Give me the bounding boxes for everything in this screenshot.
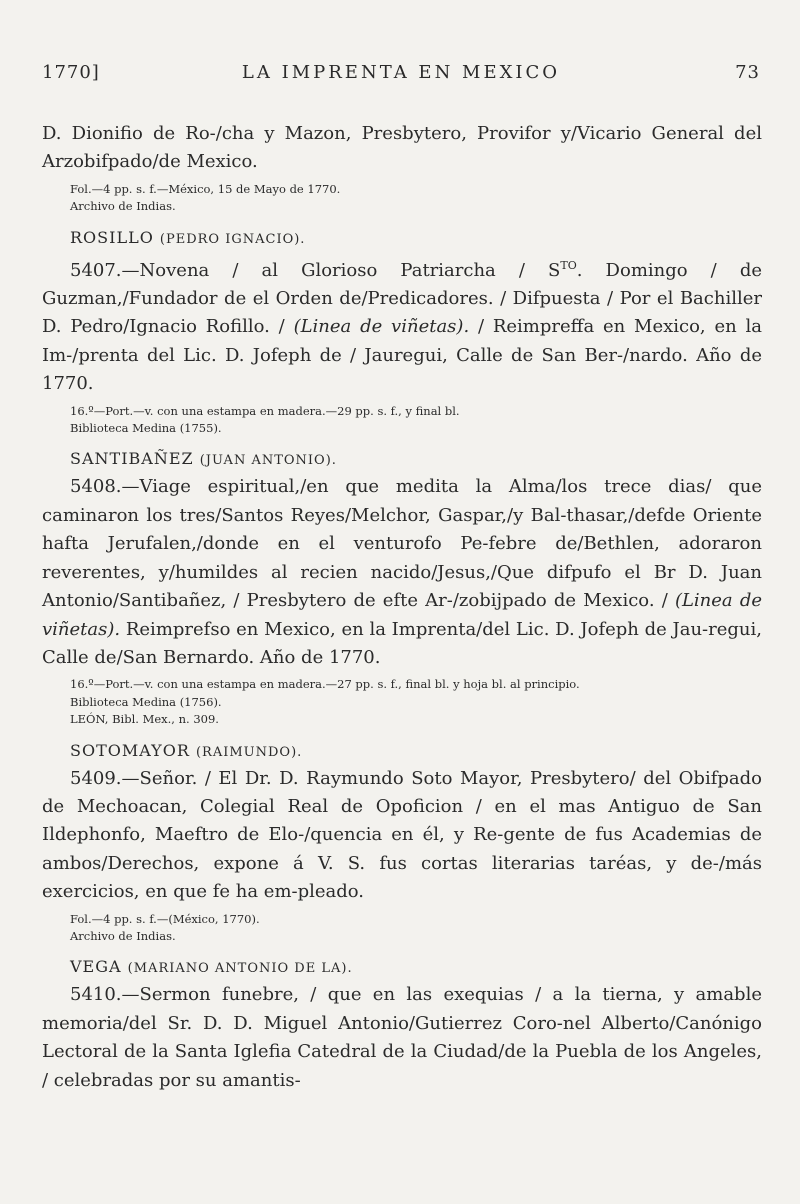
entry-italic: (Linea de viñetas).: [42, 590, 763, 640]
note-line: Biblioteca Medina (1755).: [70, 421, 222, 436]
author-given-name: (PEDRO IGNACIO).: [159, 231, 306, 247]
entry-italic: (Linea de viñetas).: [293, 316, 470, 338]
header-title: LA IMPRENTA EN MEXICO: [241, 62, 561, 83]
entry-text: [42, 473, 762, 672]
entry-notes: [70, 403, 762, 438]
entry-text-part: 5408.—Viage espiritual,/en que medita la Alma/los trece dias/ que caminaron los tres/Santos Reyes/Melchor, Gaspar,/y Bal-thasar,/defde Oriente hafta Jerufalen,/donde en el venturofo Pe-febre de/Bethlen, adoraron reverentes, y/humildes al recien nacido/Jesus,/Que difpufo el Br D. Juan Antonio/Santibañez, / Presbytero de efte Ar-/zobijpado de Mexico. /: [42, 476, 762, 612]
entry-text-part: . Domingo / de Guzman,/Fundador de el Orden de/Predicadores. / Difpuesta / Por el Bachiller D. Pedro/Ignacio Rofillo. /: [42, 259, 763, 338]
entry-text-part: 5407.—Novena / al Glorioso Patriarcha / S: [70, 259, 561, 281]
author-given-name: (MARIANO ANTONIO DE LA).: [127, 961, 353, 977]
author-surname: SOTOMAYOR: [70, 740, 190, 760]
page-body: [42, 120, 762, 1095]
author-surname: ROSILLO: [70, 227, 154, 247]
author-given-name: (RAIMUNDO).: [195, 744, 303, 760]
running-head: [42, 62, 760, 86]
entry-text: 5409.—Señor. / El Dr. D. Raymundo Soto Mayor, Presbytero/ del Obifpado de Mechoacan, Colegial Real de Opoficion / en el mas Antiguo de San Ildephonfo, Maeftro de Elo-/quencia en él, y Re-gente de fus Academias de ambos/Derechos, expone á V. S. fus cortas literarias taréas, y de-/más exercicios, en que fe ha em-pleado.: [42, 767, 762, 903]
note-line: Fol.—4 pp. s. f.—(México, 1770).: [70, 911, 260, 926]
entry-notes: [70, 676, 762, 728]
note-line: 16.º—Port.—v. con una estampa en madera.—27 pp. s. f., final bl. y hoja bl. al principio.: [70, 677, 580, 692]
note-line: LEÓN, Bibl. Mex., n. 309.: [70, 712, 219, 727]
note-line: 16.º—Port.—v. con una estampa en madera.—29 pp. s. f., y final bl.: [70, 403, 460, 418]
note-line: Archivo de Indias.: [70, 928, 176, 943]
entry-superscript: TO: [560, 258, 577, 272]
author-heading: [70, 447, 762, 473]
author-given-name: (JUAN ANTONIO).: [199, 453, 337, 469]
entry-text-part: Reimprefso en Mexico, en la Imprenta/del Lic. D. Jofeph de Jau-regui, Calle de/San Bernardo. Año de 1770.: [42, 618, 762, 668]
author-heading: [70, 226, 762, 252]
entry-text: D. Dionifio de Ro-/cha y Mazon, Presbytero, Provifor y/Vicario General del Arzobifpado/de Mexico.: [42, 123, 762, 173]
header-year: 1770]: [42, 62, 100, 83]
entry-text-part: / Reimpreffa en Mexico, en la Im-/prenta del Lic. D. Jofeph de / Jauregui, Calle de San Ber-/nardo. Año de 1770.: [42, 316, 762, 395]
author-surname: VEGA: [70, 957, 122, 977]
note-line: Biblioteca Medina (1756).: [70, 694, 222, 709]
page-number: 73: [735, 62, 760, 83]
note-line: Archivo de Indias.: [70, 199, 176, 214]
author-heading: [70, 739, 762, 765]
entry-text: 5410.—Sermon funebre, / que en las exequias / a la tierna, y amable memoria/del Sr. D. D. Miguel Antonio/Gutierrez Coro-nel Alberto/Canónigo Lectoral de la Santa Iglefia Catedral de la Ciudad/de la Puebla de los Angeles, / celebradas por su amantis-: [42, 984, 762, 1091]
entry-text: [42, 252, 762, 399]
entry-notes: [70, 181, 762, 216]
note-line: Fol.—4 pp. s. f.—México, 15 de Mayo de 1770.: [70, 181, 341, 196]
entry-notes: [70, 911, 762, 946]
author-heading: [70, 955, 762, 981]
author-surname: SANTIBAÑEZ: [70, 449, 194, 469]
